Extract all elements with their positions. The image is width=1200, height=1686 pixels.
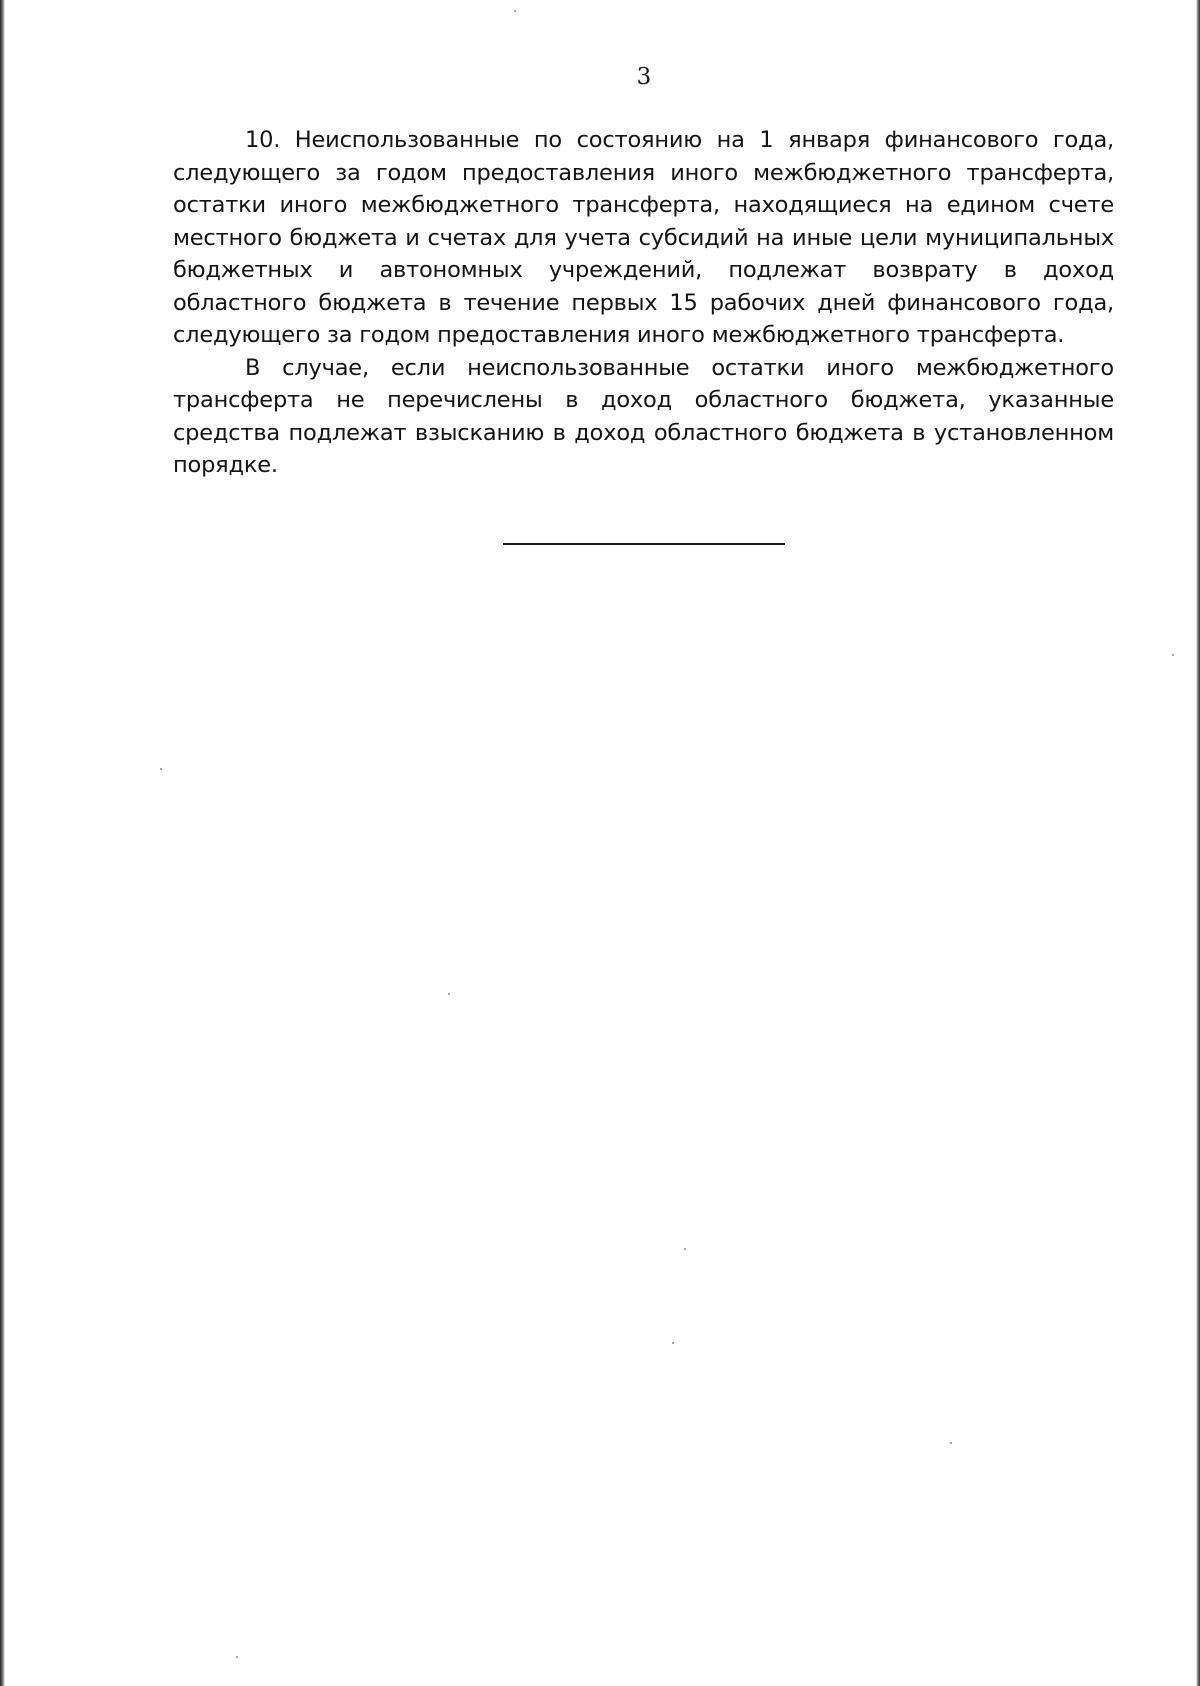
scan-speck bbox=[672, 1342, 674, 1344]
scan-edge-right bbox=[1196, 0, 1200, 1686]
scan-speck bbox=[448, 993, 450, 995]
scan-edge-left bbox=[0, 0, 5, 1686]
scan-speck bbox=[514, 10, 516, 12]
document-body bbox=[173, 124, 1114, 482]
scan-speck bbox=[1172, 654, 1174, 656]
scan-speck bbox=[160, 768, 162, 770]
scan-speck bbox=[950, 1442, 952, 1444]
scan-speck bbox=[684, 1248, 686, 1250]
end-of-text-rule bbox=[503, 543, 785, 545]
paragraph-10: 10. Неиспользованные по состоянию на 1 января финансового года, следующего за годом предоставления иного межбюджетного трансферта, остатки иного межбюджетного трансферта, находящиеся на едином счете местного бюджета и счетах для учета субсидий на иные цели муниципальных бюджетных и автономных учреждений, подлежат возврату в доход областного бюджета в течение первых 15 рабочих дней финансового года, следующего за годом предоставления иного межбюджетного трансферта. bbox=[173, 127, 1114, 348]
scan-speck bbox=[236, 1656, 238, 1658]
page-number: 3 bbox=[636, 64, 652, 90]
paragraph-return-note: В случае, если неиспользованные остатки иного межбюджетного трансферта не перечислены в доход областного бюджета, указанные средства подлежат взысканию в доход областного бюджета в установленном порядке. bbox=[173, 354, 1114, 478]
